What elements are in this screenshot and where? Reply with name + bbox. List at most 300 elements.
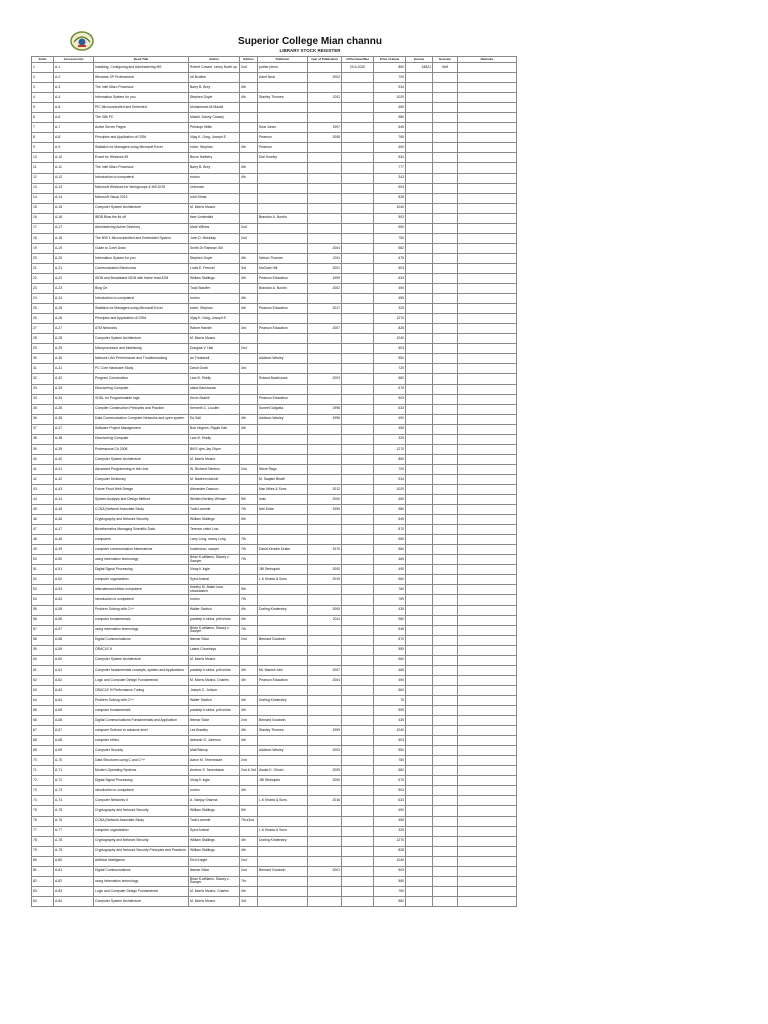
table-cell: Brian K.williams, Stacey c. Sawyer (189, 625, 240, 635)
table-cell (458, 896, 517, 906)
table-cell: computer fundamentals (94, 706, 189, 716)
table-cell (240, 133, 258, 143)
table-cell: 2004 (308, 243, 342, 253)
table-row (32, 675, 517, 685)
table-row (32, 695, 517, 705)
table-cell: 2nd (240, 716, 258, 726)
stock-table (31, 56, 517, 907)
table-cell: McGraw Hill (258, 263, 308, 273)
table-cell: lbemar Sklar (189, 635, 240, 645)
table-cell: 769 (374, 595, 406, 605)
table-cell (342, 565, 374, 575)
table-cell: A-5 (54, 103, 94, 113)
table-cell: pradeep k.sinha, priti sinha (189, 615, 240, 625)
table-cell (308, 153, 342, 163)
table-cell (342, 304, 374, 314)
table-cell (342, 354, 374, 364)
table-cell: 700 (374, 464, 406, 474)
table-cell: 582 (374, 243, 406, 253)
table-cell (406, 846, 433, 856)
table-cell (406, 384, 433, 394)
table-cell: Logic and Computer Design Fundamental (94, 675, 189, 685)
table-cell: 3rd (240, 364, 258, 374)
table-cell: 50 (32, 555, 54, 565)
table-cell (458, 354, 517, 364)
table-cell (406, 424, 433, 434)
table-cell: 560 (374, 575, 406, 585)
table-cell: Computer fundamentals concepts, system and Applications (94, 665, 189, 675)
table-cell (258, 706, 308, 716)
table-cell (240, 826, 258, 836)
table-cell: 24 (32, 294, 54, 304)
table-cell (308, 294, 342, 304)
table-cell (433, 83, 458, 93)
table-cell (406, 675, 433, 685)
table-cell: Information System for you (94, 253, 189, 263)
table-cell (258, 615, 308, 625)
table-cell: 560 (374, 685, 406, 695)
table-cell (342, 83, 374, 93)
table-cell (433, 826, 458, 836)
table-cell: Digital Communications (94, 866, 189, 876)
table-cell: 534 (374, 83, 406, 93)
table-row (32, 444, 517, 454)
table-cell (433, 575, 458, 585)
table-cell (240, 685, 258, 695)
table-cell: oland Backhouse (189, 384, 240, 394)
table-cell: Information System for you (94, 93, 189, 103)
table-cell: 1996 (308, 414, 342, 424)
table-cell (240, 394, 258, 404)
table-cell (433, 253, 458, 263)
table-cell: 7th (240, 535, 258, 545)
table-cell (458, 695, 517, 705)
table-cell: A-32 (54, 374, 94, 384)
table-cell (308, 434, 342, 444)
table-cell: Larry Long, nancy Long (189, 535, 240, 545)
table-cell: Terence critch Low (189, 525, 240, 535)
table-cell (258, 424, 308, 434)
table-cell: using information technology (94, 625, 189, 635)
table-cell (342, 263, 374, 273)
table-cell (433, 203, 458, 213)
table-cell: A-12 (54, 173, 94, 183)
table-cell: 2000 (308, 776, 342, 786)
table-cell (258, 334, 308, 344)
table-cell: Pearson Education (258, 394, 308, 404)
table-row (32, 896, 517, 906)
table-cell (342, 826, 374, 836)
table-cell (258, 876, 308, 886)
table-cell: A-50 (54, 555, 94, 565)
table-cell: 52 (32, 575, 54, 585)
table-cell (258, 223, 308, 233)
table-cell: Asoke K. Ghosh (258, 766, 308, 776)
table-cell: 465 (374, 555, 406, 565)
table-cell: Unknown (189, 183, 240, 193)
table-row (32, 223, 517, 233)
table-cell: 1997 (308, 123, 342, 133)
table-cell (433, 866, 458, 876)
table-cell (308, 233, 342, 243)
table-cell (458, 605, 517, 615)
table-cell: 4th (240, 836, 258, 846)
table-cell (240, 444, 258, 454)
column-header: Year of Publication (308, 57, 342, 63)
table-cell (458, 223, 517, 233)
table-cell (433, 806, 458, 816)
table-cell: 35 (32, 404, 54, 414)
table-cell (258, 434, 308, 444)
table-cell (308, 645, 342, 655)
table-cell: computer fundamentals (94, 615, 189, 625)
table-cell (406, 856, 433, 866)
table-row (32, 253, 517, 263)
table-row (32, 565, 517, 575)
table-cell: 7th (240, 625, 258, 635)
table-cell: 2011 (308, 93, 342, 103)
table-cell (342, 344, 374, 354)
table-cell: A-83 (54, 886, 94, 896)
table-cell (308, 786, 342, 796)
table-row (32, 866, 517, 876)
table-cell (458, 866, 517, 876)
table-cell (406, 133, 433, 143)
table-cell (458, 374, 517, 384)
table-cell: A-24 (54, 294, 94, 304)
table-cell (433, 525, 458, 535)
table-cell: Vinay K Ingle (189, 565, 240, 575)
table-cell: 2007 (308, 324, 342, 334)
table-cell (258, 515, 308, 525)
table-cell (458, 163, 517, 173)
table-cell: international edition computers! (94, 585, 189, 595)
table-cell (342, 876, 374, 886)
table-cell (406, 233, 433, 243)
table-cell (308, 655, 342, 665)
table-cell: 325 (374, 434, 406, 444)
table-cell (342, 223, 374, 233)
table-row (32, 846, 517, 856)
table-cell: 325 (374, 304, 406, 314)
table-row (32, 324, 517, 334)
table-cell (240, 354, 258, 364)
table-cell (406, 163, 433, 173)
table-cell: 83 (32, 886, 54, 896)
table-row (32, 736, 517, 746)
table-cell: A-25 (54, 304, 94, 314)
table-row (32, 93, 517, 103)
table-cell: 4th (240, 726, 258, 736)
table-cell (458, 474, 517, 484)
table-cell: 675 (374, 253, 406, 263)
table-cell: computer communication informations (94, 545, 189, 555)
table-cell (308, 173, 342, 183)
table-cell (433, 153, 458, 163)
table-cell: Windows XP Professional (94, 73, 189, 83)
table-cell: Itser Underdahl (189, 213, 240, 223)
table-cell (342, 324, 374, 334)
table-cell (406, 394, 433, 404)
column-header: Accession No (54, 57, 94, 63)
table-row (32, 786, 517, 796)
table-cell: 6 (32, 113, 54, 123)
table-cell: Microsoft Windows for Workgroups & MS-DOS (94, 183, 189, 193)
table-cell (458, 83, 517, 93)
table-cell: 4th (240, 846, 258, 856)
table-cell (433, 786, 458, 796)
table-cell: Les Bradley (189, 726, 240, 736)
table-cell (342, 525, 374, 535)
table-cell: Computer System Architecture (94, 896, 189, 906)
table-cell (406, 625, 433, 635)
table-cell (342, 103, 374, 113)
table-cell: Addison-Wesley (258, 746, 308, 756)
table-cell: 1999 (308, 726, 342, 736)
table-cell: CCNA (Network Associate Study (94, 505, 189, 515)
table-cell: A-2 (54, 73, 94, 83)
table-cell (342, 133, 374, 143)
table-cell (308, 695, 342, 705)
table-cell: 47 (32, 525, 54, 535)
table-cell (342, 766, 374, 776)
table-cell: 343 (374, 173, 406, 183)
table-cell (258, 846, 308, 856)
table-cell (258, 364, 308, 374)
table-cell (258, 384, 308, 394)
table-cell: A-82 (54, 876, 94, 886)
table-cell (458, 273, 517, 283)
table-cell (258, 896, 308, 906)
table-cell (458, 434, 517, 444)
table-cell (433, 625, 458, 635)
table-row (32, 434, 517, 444)
table-row (32, 83, 517, 93)
table-cell: 56 (32, 615, 54, 625)
table-cell (342, 464, 374, 474)
table-row (32, 173, 517, 183)
table-cell (342, 796, 374, 806)
table-cell: A-73 (54, 786, 94, 796)
table-cell (458, 143, 517, 153)
table-cell: A-66 (54, 716, 94, 726)
table-cell (308, 394, 342, 404)
table-cell (433, 273, 458, 283)
table-cell (308, 83, 342, 93)
table-cell: Self (433, 63, 458, 73)
table-cell (458, 484, 517, 494)
table-cell: Irwin (258, 495, 308, 505)
table-cell: A-84 (54, 896, 94, 906)
table-cell: 2nd (240, 223, 258, 233)
table-cell: Addison-Wesley (258, 414, 308, 424)
table-cell: Rainer Handel (189, 324, 240, 334)
table-cell: 3rd (240, 324, 258, 334)
table-cell: 69 (32, 746, 54, 756)
table-cell: 7th (240, 555, 258, 565)
table-cell: 25 (32, 304, 54, 314)
table-cell: Steve Rago (258, 464, 308, 474)
table-cell: 633 (374, 273, 406, 283)
table-cell (406, 635, 433, 645)
table-cell (240, 655, 258, 665)
table-cell (308, 856, 342, 866)
table-cell: 4th (240, 93, 258, 103)
table-cell (406, 83, 433, 93)
table-cell (433, 414, 458, 424)
table-cell: 8 (32, 133, 54, 143)
table-cell: A-36 (54, 414, 94, 424)
table-cell (258, 645, 308, 655)
table-cell: M. Morris Mcano, Charles (189, 886, 240, 896)
table-cell: 68 (32, 736, 54, 746)
table-cell: Todd Lammle (189, 816, 240, 826)
table-cell (240, 384, 258, 394)
table-cell: A-46 (54, 515, 94, 525)
table-cell: 9 (32, 143, 54, 153)
table-cell: M. Saqlain Bhatti (258, 474, 308, 484)
table-cell: 760 (374, 585, 406, 595)
table-cell (458, 314, 517, 324)
table-cell (308, 113, 342, 123)
table-cell (308, 384, 342, 394)
table-cell: 455 (374, 424, 406, 434)
table-cell (258, 243, 308, 253)
table-cell: 560 (374, 545, 406, 555)
table-cell (258, 736, 308, 746)
table-cell: 750 (374, 756, 406, 766)
table-cell (406, 645, 433, 655)
table-cell (342, 806, 374, 816)
table-cell (406, 756, 433, 766)
table-cell (406, 464, 433, 474)
table-cell: David Groth (189, 364, 240, 374)
table-cell: 560 (374, 655, 406, 665)
table-cell (308, 515, 342, 525)
table-cell: 534 (374, 153, 406, 163)
table-cell: 828 (374, 324, 406, 334)
table-cell (458, 615, 517, 625)
table-cell: computer Science to advance level (94, 726, 189, 736)
table-cell: 750 (374, 233, 406, 243)
table-row (32, 796, 517, 806)
table-cell: 66 (32, 716, 54, 726)
table-cell (433, 163, 458, 173)
table-cell: 503 (374, 786, 406, 796)
table-cell: 60 (32, 655, 54, 665)
table-cell: 1999 (308, 273, 342, 283)
table-cell: 2008 (308, 133, 342, 143)
table-cell (406, 183, 433, 193)
table-cell (458, 394, 517, 404)
table-cell (433, 706, 458, 716)
table-cell (308, 63, 342, 73)
table-cell: 4th (240, 424, 258, 434)
table-cell: A-56 (54, 615, 94, 625)
table-cell: A-3 (54, 83, 94, 93)
table-cell: A-78 (54, 836, 94, 846)
table-row (32, 113, 517, 123)
table-cell: 490 (374, 806, 406, 816)
table-cell: 828 (374, 846, 406, 856)
table-cell: 13 (32, 183, 54, 193)
table-cell: 2001 (308, 866, 342, 876)
table-cell (406, 595, 433, 605)
table-cell: Mr. Manish Jain (258, 665, 308, 675)
table-cell (433, 263, 458, 273)
table-cell: 700 (374, 73, 406, 83)
table-cell (433, 505, 458, 515)
table-cell (240, 565, 258, 575)
table-cell: 2nd & 3rd (240, 766, 258, 776)
table-cell (308, 454, 342, 464)
table-cell (240, 183, 258, 193)
table-cell (342, 183, 374, 193)
table-cell: 4th (240, 615, 258, 625)
table-cell: 19 (32, 243, 54, 253)
table-row (32, 665, 517, 675)
table-cell (406, 545, 433, 555)
table-cell: M. Morris Mcano (189, 334, 240, 344)
table-cell (258, 203, 308, 213)
table-cell: 82 (32, 876, 54, 886)
table-cell (342, 173, 374, 183)
table-row (32, 484, 517, 494)
table-cell: 64 (32, 695, 54, 705)
table-cell (406, 354, 433, 364)
table-cell: Smith Dr Rahman Gill (189, 243, 240, 253)
table-cell (342, 736, 374, 746)
table-cell (342, 896, 374, 906)
table-cell (406, 706, 433, 716)
table-cell: Digital Communications (94, 635, 189, 645)
table-cell (433, 243, 458, 253)
table-cell: 503 (374, 263, 406, 273)
table-row (32, 394, 517, 404)
table-cell: 28 (32, 334, 54, 344)
table-cell: Barry B. Brey (189, 163, 240, 173)
table-cell (308, 334, 342, 344)
table-cell: 4th (240, 665, 258, 675)
table-cell: 72 (32, 776, 54, 786)
table-cell (433, 856, 458, 866)
table-row (32, 766, 517, 776)
table-row (32, 655, 517, 665)
table-cell (342, 203, 374, 213)
table-cell: Computer System Architecture (94, 454, 189, 464)
table-cell: A-44 (54, 495, 94, 505)
table-cell: Neil Edde (258, 505, 308, 515)
table-row (32, 645, 517, 655)
table-cell (406, 173, 433, 183)
table-cell (458, 294, 517, 304)
table-cell (406, 535, 433, 545)
table-cell: norton (189, 294, 240, 304)
table-cell: 325 (374, 826, 406, 836)
table-cell (433, 233, 458, 243)
table-cell (258, 685, 308, 695)
table-cell (406, 123, 433, 133)
table-cell (308, 213, 342, 223)
table-cell: Douglas V. Hall (189, 344, 240, 354)
table-cell: 21 (32, 263, 54, 273)
table-cell: 4th (240, 786, 258, 796)
table-cell (342, 434, 374, 444)
table-cell: 16 (32, 213, 54, 223)
table-cell (458, 414, 517, 424)
table-cell: Larz B. Shelly (189, 374, 240, 384)
table-cell (406, 816, 433, 826)
